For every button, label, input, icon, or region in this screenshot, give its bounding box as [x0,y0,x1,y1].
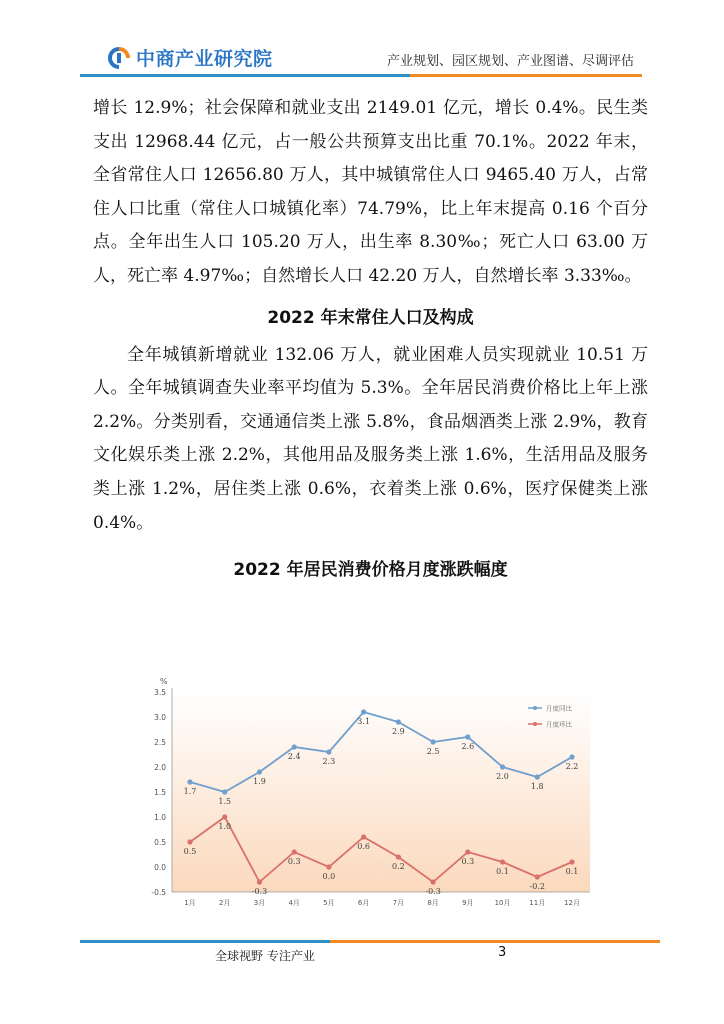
data-point [292,849,297,854]
body-paragraph-1: 增长 12.9%；社会保障和就业支出 2149.01 亿元，增长 0.4%。民生类支出 12968.44 亿元，占一般公共预算支出比重 70.1%。2022 年末，全省常住人口 12656.80 万人，其中城镇常住人口 9465.40 万人，占常住人口比重（常住人口城镇化率）74.79%，比上年末提高 0.16 个百分点。全年出生人口 105.20 万人，出生率 8.30‰；死亡人口 63.00 万人，死亡率 4.97‰；自然增长人口 42.20 万人，自然增长率 3.33‰。 [93,98,648,286]
data-label: 1.8 [530,782,544,791]
header-divider-blue [80,74,410,77]
x-tick-label: 1月 [184,899,196,907]
logo-text: 中商产业研究院 [136,48,273,70]
data-point [222,789,227,794]
header-divider-orange [410,74,642,77]
data-point [465,849,470,854]
legend-label: 月度环比 [546,720,572,729]
data-label: 0.1 [565,867,579,876]
x-tick-label: 9月 [462,899,474,907]
footer-divider-orange [330,940,660,943]
data-point [430,879,435,884]
data-label: 1.9 [253,777,266,786]
y-tick-label: 2.5 [154,738,166,747]
x-tick-label: 10月 [494,899,511,907]
chart-plot-area [172,692,590,892]
data-label: 0.3 [461,857,475,866]
data-label: 2.6 [461,742,475,751]
x-tick-label: 2月 [218,899,231,907]
data-label: 3.1 [357,717,371,726]
data-label: 2.4 [287,752,301,761]
x-tick-label: 4月 [288,899,300,907]
data-label: 0.3 [287,857,301,866]
legend-label: 月度同比 [546,704,572,713]
data-point [569,859,574,864]
data-point [187,839,192,844]
data-label: 0.6 [357,842,371,851]
x-tick-label: 8月 [427,899,439,907]
legend-marker [533,706,537,710]
data-label: -0.2 [529,882,545,891]
data-label: 2.9 [391,727,405,736]
data-label: 2.2 [565,762,579,771]
body-paragraph-2: 全年城镇新增就业 132.06 万人，就业困难人员实现就业 10.51 万人。全年城镇调查失业率平均值为 5.3%。全年居民消费价格比上年上涨 2.2%。分类别看，交通通信类上涨 5.8%，食品烟酒类上涨 2.9%，教育文化娱乐类上涨 2.2%，其他用品及服务类上涨 1.6%，生活用品及服务类上涨 1.2%，居住类上涨 0.6%，衣着类上涨 0.6%，医疗保健类上涨 0.4%。 [93,344,648,533]
data-label: 2.0 [496,772,509,781]
footer-divider-blue [80,940,330,943]
x-tick-label: 12月 [564,899,580,907]
data-point [361,709,366,714]
data-point [500,764,505,769]
data-point [292,744,297,749]
data-point [326,749,331,754]
x-tick-label: 5月 [323,899,335,907]
data-label: 2.5 [426,747,440,756]
brand-logo [108,44,273,71]
y-tick-label: 0.0 [154,863,166,872]
data-label: -0.3 [425,887,441,896]
data-label: 2.3 [322,757,336,766]
data-point [257,879,262,884]
data-point [326,864,331,869]
y-tick-label: 0.5 [154,838,166,847]
data-label: 1.0 [218,822,232,831]
x-tick-label: 3月 [253,899,266,907]
data-point [187,779,192,784]
y-tick-label: 3.5 [154,688,166,697]
x-tick-label: 7月 [392,899,405,907]
header-tagline: 产业规划、园区规划、产业图谱、尽调评估 [386,54,634,69]
data-point [396,719,401,724]
data-point [430,739,435,744]
data-point [361,834,366,839]
x-tick-label: 6月 [357,899,370,907]
figure-caption-population: 2022 年末常住人口及构成 [267,307,474,328]
data-label: 0.1 [496,867,509,876]
data-point [569,754,574,759]
data-point [535,774,540,779]
page-header [0,0,724,80]
data-label: 1.7 [183,787,197,796]
data-point [500,859,505,864]
y-tick-label: 2.0 [154,763,166,772]
data-label: 1.5 [218,797,232,806]
figure-caption-cpi: 2022 年居民消费价格月度涨跌幅度 [233,560,508,581]
footer-slogan: 全球视野 专注产业 [215,949,315,963]
page-number: 3 [498,945,507,960]
y-tick-label: 3.0 [154,713,166,722]
data-label: 0.0 [322,872,336,881]
data-point [257,769,262,774]
y-axis-unit-label: % [160,677,168,686]
logo-icon [108,47,130,69]
main-content [93,92,648,587]
data-label: -0.3 [251,887,268,896]
data-point [396,854,401,859]
data-label: 0.2 [391,862,405,871]
data-point [535,874,540,879]
y-tick-label: 1.5 [154,788,166,797]
y-tick-label: -0.5 [151,888,166,897]
cpi-chart-svg [140,672,600,912]
y-tick-label: 1.0 [154,813,166,822]
data-label: 0.5 [183,847,197,856]
data-point [222,814,227,819]
legend-marker [533,722,537,726]
data-point [465,734,470,739]
x-tick-label: 11月 [529,899,546,907]
cpi-chart [140,672,600,912]
